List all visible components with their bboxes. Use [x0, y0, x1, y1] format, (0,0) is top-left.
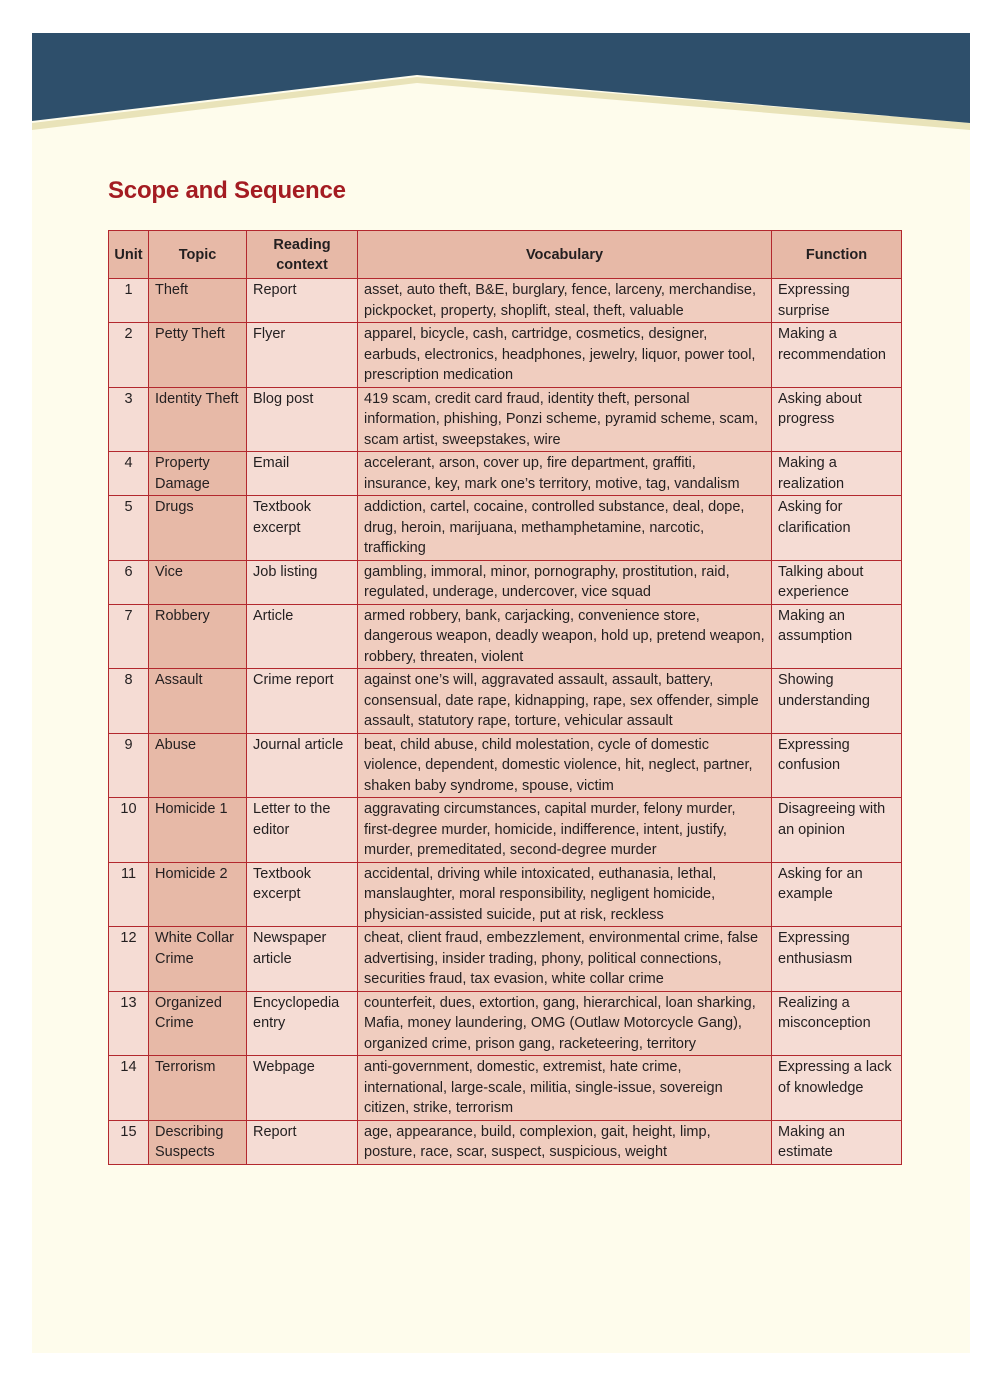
cell-vocabulary: accelerant, arson, cover up, fire department, graffiti, insurance, key, mark one’s territory, motive, tag, vandalism	[358, 452, 772, 496]
cell-vocabulary: accidental, driving while intoxicated, euthanasia, lethal, manslaughter, moral responsibility, negligent homicide, physician-assisted suicide, put at risk, reckless	[358, 862, 772, 927]
cell-reading-context: Newspaper article	[247, 927, 358, 992]
cell-vocabulary: counterfeit, dues, extortion, gang, hierarchical, loan sharking, Mafia, money laundering, OMG (Outlaw Motorcycle Gang), organized crime, prison gang, racketeering, territory	[358, 991, 772, 1056]
cell-function: Asking about progress	[772, 387, 902, 452]
table-row	[109, 496, 902, 561]
table-row	[109, 798, 902, 863]
cell-vocabulary: addiction, cartel, cocaine, controlled substance, deal, dope, drug, heroin, marijuana, methamphetamine, narcotic, trafficking	[358, 496, 772, 561]
table-row	[109, 604, 902, 669]
cell-topic: Vice	[149, 560, 247, 604]
header-topic: Topic	[149, 231, 247, 279]
table-row	[109, 927, 902, 992]
cell-function: Making an estimate	[772, 1120, 902, 1164]
page	[32, 33, 970, 1353]
cell-topic: Assault	[149, 669, 247, 734]
cell-unit: 12	[109, 927, 149, 992]
cell-reading-context: Article	[247, 604, 358, 669]
cell-vocabulary: 419 scam, credit card fraud, identity theft, personal information, phishing, Ponzi scheme, pyramid scheme, scam, scam artist, sweepstakes, wire	[358, 387, 772, 452]
cell-function: Expressing confusion	[772, 733, 902, 798]
cell-function: Making a recommendation	[772, 323, 902, 388]
cell-topic: Property Damage	[149, 452, 247, 496]
cell-vocabulary: apparel, bicycle, cash, cartridge, cosmetics, designer, earbuds, electronics, headphones, jewelry, liquor, power tool, prescription medication	[358, 323, 772, 388]
cell-vocabulary: gambling, immoral, minor, pornography, prostitution, raid, regulated, underage, undercover, vice squad	[358, 560, 772, 604]
cell-function: Talking about experience	[772, 560, 902, 604]
table-row	[109, 560, 902, 604]
cell-unit: 11	[109, 862, 149, 927]
header-banner	[32, 33, 970, 133]
table-row	[109, 733, 902, 798]
cell-topic: Robbery	[149, 604, 247, 669]
cell-unit: 13	[109, 991, 149, 1056]
header-reading-context: Reading context	[247, 231, 358, 279]
cell-vocabulary: cheat, client fraud, embezzlement, environmental crime, false advertising, insider trading, phony, political connections, securities fraud, tax evasion, white collar crime	[358, 927, 772, 992]
header-function: Function	[772, 231, 902, 279]
cell-unit: 7	[109, 604, 149, 669]
cell-reading-context: Crime report	[247, 669, 358, 734]
cell-reading-context: Report	[247, 1120, 358, 1164]
cell-topic: Homicide 1	[149, 798, 247, 863]
cell-unit: 9	[109, 733, 149, 798]
table-row	[109, 669, 902, 734]
table-row	[109, 452, 902, 496]
cell-topic: Identity Theft	[149, 387, 247, 452]
cell-vocabulary: age, appearance, build, complexion, gait, height, limp, posture, race, scar, suspect, suspicious, weight	[358, 1120, 772, 1164]
cell-reading-context: Journal article	[247, 733, 358, 798]
cell-reading-context: Textbook excerpt	[247, 862, 358, 927]
cell-reading-context: Textbook excerpt	[247, 496, 358, 561]
header-vocabulary: Vocabulary	[358, 231, 772, 279]
cell-function: Disagreeing with an opinion	[772, 798, 902, 863]
cell-reading-context: Flyer	[247, 323, 358, 388]
cell-unit: 1	[109, 279, 149, 323]
cell-topic: Abuse	[149, 733, 247, 798]
header-unit: Unit	[109, 231, 149, 279]
cell-topic: Theft	[149, 279, 247, 323]
table-row	[109, 279, 902, 323]
cell-topic: White Collar Crime	[149, 927, 247, 992]
cell-topic: Terrorism	[149, 1056, 247, 1121]
cell-vocabulary: beat, child abuse, child molestation, cycle of domestic violence, dependent, domestic violence, hit, neglect, partner, shaken baby syndrome, spouse, victim	[358, 733, 772, 798]
cell-reading-context: Report	[247, 279, 358, 323]
cell-vocabulary: aggravating circumstances, capital murder, felony murder, first-degree murder, homicide, indifference, intent, justify, murder, premeditated, second-degree murder	[358, 798, 772, 863]
cell-function: Asking for an example	[772, 862, 902, 927]
cell-unit: 10	[109, 798, 149, 863]
cell-function: Realizing a misconception	[772, 991, 902, 1056]
cell-unit: 4	[109, 452, 149, 496]
cell-unit: 8	[109, 669, 149, 734]
cell-topic: Homicide 2	[149, 862, 247, 927]
table-row	[109, 1056, 902, 1121]
cell-unit: 5	[109, 496, 149, 561]
cell-reading-context: Webpage	[247, 1056, 358, 1121]
table-row	[109, 387, 902, 452]
cell-topic: Describing Suspects	[149, 1120, 247, 1164]
scope-sequence-table	[108, 230, 902, 1165]
cell-topic: Organized Crime	[149, 991, 247, 1056]
cell-vocabulary: anti-government, domestic, extremist, hate crime, international, large-scale, militia, single-issue, sovereign citizen, strike, terrorism	[358, 1056, 772, 1121]
cell-function: Making an assumption	[772, 604, 902, 669]
cell-unit: 3	[109, 387, 149, 452]
table-body	[109, 279, 902, 1165]
table-row	[109, 323, 902, 388]
cell-unit: 15	[109, 1120, 149, 1164]
cell-unit: 6	[109, 560, 149, 604]
cell-reading-context: Encyclopedia entry	[247, 991, 358, 1056]
cell-unit: 14	[109, 1056, 149, 1121]
cell-function: Expressing enthusiasm	[772, 927, 902, 992]
cell-function: Making a realization	[772, 452, 902, 496]
cell-function: Showing understanding	[772, 669, 902, 734]
cell-reading-context: Job listing	[247, 560, 358, 604]
table-row	[109, 991, 902, 1056]
cell-reading-context: Letter to the editor	[247, 798, 358, 863]
table-row	[109, 1120, 902, 1164]
cell-function: Expressing surprise	[772, 279, 902, 323]
cell-topic: Petty Theft	[149, 323, 247, 388]
cell-vocabulary: against one’s will, aggravated assault, assault, battery, consensual, date rape, kidnapping, rape, sex offender, simple assault, statutory rape, torture, vehicular assault	[358, 669, 772, 734]
cell-function: Asking for clarification	[772, 496, 902, 561]
cell-vocabulary: armed robbery, bank, carjacking, convenience store, dangerous weapon, deadly weapon, hold up, pretend weapon, robbery, threaten, violent	[358, 604, 772, 669]
table-header-row	[109, 231, 902, 279]
cell-vocabulary: asset, auto theft, B&E, burglary, fence, larceny, merchandise, pickpocket, property, shoplift, steal, theft, valuable	[358, 279, 772, 323]
page-title: Scope and Sequence	[108, 177, 346, 204]
cell-topic: Drugs	[149, 496, 247, 561]
cell-reading-context: Email	[247, 452, 358, 496]
cell-function: Expressing a lack of knowledge	[772, 1056, 902, 1121]
table-row	[109, 862, 902, 927]
cell-reading-context: Blog post	[247, 387, 358, 452]
cell-unit: 2	[109, 323, 149, 388]
